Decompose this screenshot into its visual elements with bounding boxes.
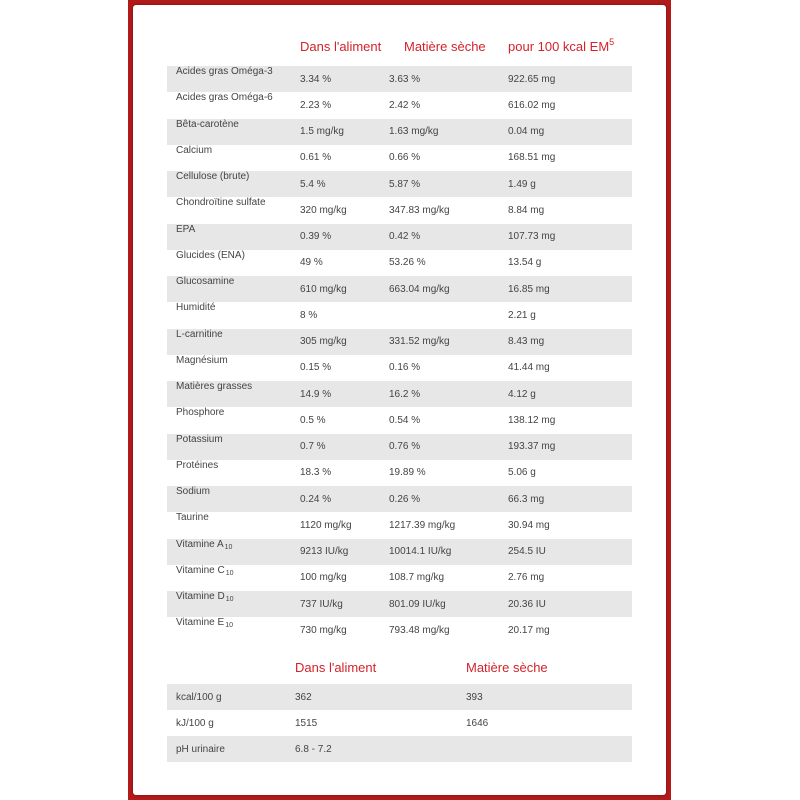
value-per-100-kcal: 168.51 mg [508,152,556,164]
value-per-100-kcal: 922.65 mg [508,73,556,85]
nutrient-table [167,36,632,644]
value-as-fed: 100 mg/kg [300,572,347,584]
nutrient-name-text: Glucides (ENA) [176,249,245,261]
value-dry-matter: 10014.1 IU/kg [389,546,452,558]
value-dry-matter: 347.83 mg/kg [389,204,450,216]
value-dry-matter: 0.26 % [389,493,421,505]
table-row [167,276,632,302]
value-dry-matter: 793.48 mg/kg [389,624,450,636]
value-as-fed: 3.34 % [300,73,332,85]
value-as-fed: 362 [295,691,312,703]
value-dry-matter: 3.63 % [389,73,421,85]
nutrient-name [176,329,223,355]
nutrient-name-text: Humidité [176,302,216,314]
table-row [167,434,632,460]
energy-name: kcal/100 g [176,691,222,703]
value-as-fed: 5.4 % [300,178,326,190]
value-per-100-kcal: 0.04 mg [508,126,545,138]
nutrient-name-text: Taurine [176,512,209,524]
value-per-100-kcal: 138.12 mg [508,414,556,426]
value-dry-matter: 663.04 mg/kg [389,283,450,295]
table-row [167,66,632,92]
value-as-fed: 6.8 - 7.2 [295,743,332,755]
header-per-100-kcal-text: pour 100 kcal EM [508,39,610,54]
value-as-fed: 0.7 % [300,441,326,453]
value-dry-matter: 331.52 mg/kg [389,336,450,348]
nutrient-name [176,381,252,407]
value-per-100-kcal: 16.85 mg [508,283,550,295]
value-dry-matter: 393 [466,691,483,703]
table-row [167,302,632,328]
nutrient-name-text: Vitamine C [176,564,225,576]
value-per-100-kcal: 13.54 g [508,257,542,269]
nutrient-name [176,66,273,92]
value-as-fed: 9213 IU/kg [300,546,349,558]
nutrient-name-text: Matières grasses [176,381,253,392]
nutrient-name-text: Phosphore [176,407,225,419]
value-as-fed: 1.5 mg/kg [300,126,344,138]
nutrient-name [176,302,215,328]
header-as-fed: Dans l'aliment [300,39,382,54]
header-dry-matter: Matière sèche [466,660,548,675]
nutrient-name: Vitamine E $^{10}$ [176,617,233,643]
value-as-fed: 0.39 % [300,231,332,243]
table-row [167,565,632,591]
nutrient-name [176,197,266,223]
value-per-100-kcal: 254.5 IU [508,546,546,558]
table-row [167,539,632,565]
table-row [167,407,632,433]
value-as-fed: 0.5 % [300,414,326,426]
value-dry-matter: 19.89 % [389,467,426,479]
value-as-fed: 18.3 % [300,467,332,479]
energy-name: pH urinaire [176,743,225,755]
nutrient-name-text: Sodium [176,486,210,497]
nutrient-name [176,92,273,118]
value-per-100-kcal: 30.94 mg [508,519,550,531]
table-row [167,197,632,223]
value-per-100-kcal: 616.02 mg [508,99,556,111]
value-as-fed: 8 % [300,309,318,321]
value-per-100-kcal: 5.06 g [508,467,536,479]
value-dry-matter: 0.42 % [389,231,421,243]
nutrient-name-text: Calcium [176,144,213,156]
value-dry-matter: 1646 [466,717,489,729]
table-row [167,710,632,736]
value-as-fed: 730 mg/kg [300,624,347,636]
nutrient-name [176,460,218,486]
nutrient-name [176,486,210,512]
nutrient-name [176,355,228,381]
value-as-fed: 14.9 % [300,388,332,400]
value-as-fed: 737 IU/kg [300,598,343,610]
table-row [167,736,632,762]
nutrient-name [176,119,239,145]
nutrient-name [176,407,224,433]
nutrient-name-text: Vitamine E [176,617,225,629]
nutrient-name-text: Chondroïtine sulfate [176,197,266,209]
nutrient-name-text: L-carnitine [176,328,223,340]
value-per-100-kcal: 193.37 mg [508,441,556,453]
nutrient-name: Vitamine C $^{10}$ [176,565,234,591]
value-dry-matter: 801.09 IU/kg [389,598,446,610]
nutrient-name: Vitamine D $^{10}$ [176,591,234,617]
value-per-100-kcal: 8.84 mg [508,204,545,216]
nutrient-name-text: Magnésium [176,354,228,366]
header-as-fed: Dans l'aliment [295,660,377,675]
table-row [167,145,632,171]
value-per-100-kcal: 1.49 g [508,178,536,190]
header-footnote-sup: 5 [609,36,615,47]
value-dry-matter: 1217.39 mg/kg [389,519,456,531]
table-row [167,224,632,250]
table-row [167,512,632,538]
header-dry-matter: Matière sèche [404,39,486,54]
nutrient-name-text: Acides gras Oméga-3 [176,66,273,77]
nutrient-name-text: Potassium [176,433,223,445]
value-per-100-kcal: 2.76 mg [508,572,545,584]
nutrient-name [176,434,223,460]
nutrient-name-text: Vitamine A [176,538,224,550]
header-per-100-kcal [508,36,615,54]
nutrient-name [176,276,234,302]
energy-name: kJ/100 g [176,717,214,729]
value-per-100-kcal: 20.17 mg [508,624,550,636]
value-dry-matter: 0.66 % [389,152,421,164]
value-as-fed: 0.24 % [300,493,332,505]
value-as-fed: 0.61 % [300,152,332,164]
value-as-fed: 49 % [300,257,323,269]
nutrient-name-text: Bêta-carotène [176,118,239,130]
value-per-100-kcal: 4.12 g [508,388,536,400]
table-row [167,119,632,145]
value-as-fed: 610 mg/kg [300,283,347,295]
nutrient-name [176,145,212,171]
nutrient-name-text: Vitamine D [176,591,225,602]
table-row [167,355,632,381]
value-dry-matter: 53.26 % [389,257,426,269]
value-per-100-kcal: 107.73 mg [508,231,556,243]
nutrient-name-text: EPA [176,223,196,235]
table-row [167,617,632,643]
value-as-fed: 305 mg/kg [300,336,347,348]
nutrient-name [176,512,209,538]
table-row [167,250,632,276]
energy-table-header [167,661,632,684]
nutrient-table-header [167,36,632,66]
energy-table [167,661,632,762]
nutrient-name-text: Cellulose (brute) [176,171,250,182]
nutrient-name-text: Acides gras Oméga-6 [176,92,273,104]
nutrient-name-text: Protéines [176,459,219,471]
table-row [167,381,632,407]
table-row [167,684,632,710]
nutrient-name [176,224,195,250]
nutrient-name [176,171,249,197]
value-dry-matter: 5.87 % [389,178,421,190]
nutrient-name-text: Glucosamine [176,276,235,287]
value-per-100-kcal: 2.21 g [508,309,536,321]
table-row [167,329,632,355]
nutrient-name: Vitamine A $^{10}$ [176,539,232,565]
value-as-fed: 320 mg/kg [300,204,347,216]
value-dry-matter: 2.42 % [389,99,421,111]
value-dry-matter: 0.16 % [389,362,421,374]
value-as-fed: 2.23 % [300,99,332,111]
table-row [167,92,632,118]
value-per-100-kcal: 41.44 mg [508,362,550,374]
table-row [167,591,632,617]
value-dry-matter: 0.76 % [389,441,421,453]
value-dry-matter: 108.7 mg/kg [389,572,445,584]
value-as-fed: 0.15 % [300,362,332,374]
value-dry-matter: 16.2 % [389,388,421,400]
table-row [167,486,632,512]
value-per-100-kcal: 66.3 mg [508,493,545,505]
table-row [167,460,632,486]
table-row [167,171,632,197]
value-dry-matter: 1.63 mg/kg [389,126,439,138]
nutrient-name [176,250,245,276]
value-per-100-kcal: 8.43 mg [508,336,545,348]
value-as-fed: 1515 [295,717,318,729]
value-dry-matter: 0.54 % [389,414,421,426]
value-as-fed: 1120 mg/kg [300,519,352,531]
value-per-100-kcal: 20.36 IU [508,598,546,610]
